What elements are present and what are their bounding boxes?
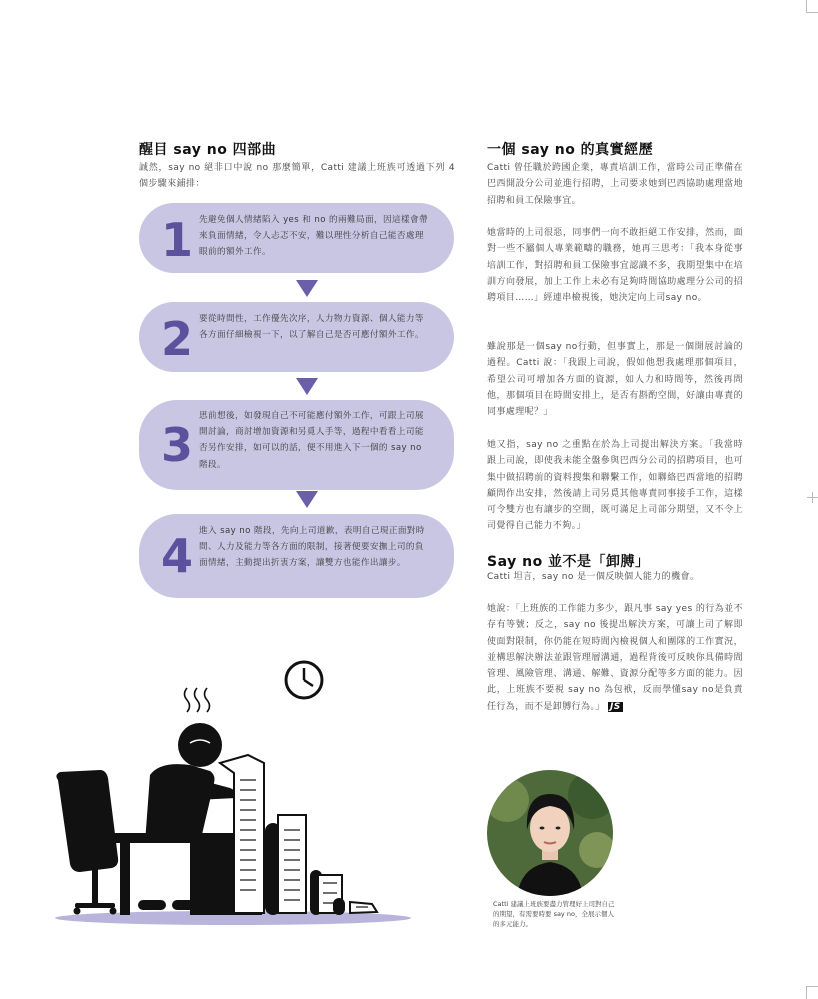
step-number: 4 [161, 529, 194, 583]
overworked-worker-illustration [50, 655, 420, 930]
stress-steam-icon [185, 688, 210, 712]
intro-text: 誠然，say no 絕非口中說 no 那麼簡單，Catti 建議上班族可透過下列 4 個步驟來鋪排： [139, 163, 455, 190]
portrait-caption: Catti 建議上班族要盡力管理好上司對自己的期望，有需要時要 say no，全展示個人的多元能力。 [493, 900, 615, 928]
quote-text: 她說：「上班族的工作能力多少，跟凡事 say yes 的行為並不存有等號；反之，say no 後提出解決方案，可讓上司了解即使面對限制，你仍能在短時間內檢視個人和團隊的工作實況，並構思解決辦法並跟管理層溝通，過程背後可反映你具備時間管理、風險管理、溝通、解難、資源分配等多方面的能力。因此，上班族不要視 say no 為包袱，反而學懂say no是負責任行為，而不是卸膊行為。」 [487, 604, 743, 712]
crop-mark [806, 986, 818, 987]
paper-stacks [220, 755, 377, 915]
story-paragraph: Catti 曾任職於跨國企業，專責培訓工作，當時公司正準備在巴西開設分公司並進行招聘，上司要求她到巴西協助處理當地招聘和員工保險事宜。 [487, 163, 743, 206]
step-card-2 [139, 302, 454, 372]
down-arrow-icon [296, 378, 318, 395]
story-paragraph: 雖說那是一個say no行動，但事實上，那是一個開展討論的過程。Catti 說：「我跟上司說，假如他想我處理那個項目，希望公司可增加各方面的資源，如人力和時間等，然後再問他，那個項目在時間安排上，是否有斟酌空間，好讓由專責的同事處理呢？」 [487, 342, 743, 418]
step-card-4 [139, 514, 454, 598]
section-heading-true-story: 一個 say no 的真實經歷 [487, 142, 654, 158]
crop-mark [806, 0, 807, 12]
clock-icon [286, 662, 322, 698]
down-arrow-icon [296, 491, 318, 508]
step-card-3 [139, 400, 454, 490]
subheading-text: Catti 坦言，say no 是一個反映個人能力的機會。 [487, 572, 700, 582]
story-paragraph: 她當時的上司很惡，同事們一向不敢拒絕工作安排，然而，面對一些不屬個人專業範疇的職務，她再三思考：「我本身從事培訓工作，對招聘和員工保險事宜認識不多，我期望集中在培訓方向發展，加上工作上未必有足夠時間協助處理分公司的招聘項目……」經連串檢視後，她決定向上司say no。 [487, 228, 743, 304]
crop-mark [806, 987, 807, 999]
step-text: 先避免個人情緒陷入 yes 和 no 的兩難局面，因這樣會帶來負面情緒，令人忐忑不安，難以理性分析自己能否處理眼前的額外工作。 [199, 215, 428, 258]
step-text: 進入 say no 階段，先向上司道歉，表明自己現正面對時間、人力及能力等各方面的限制，接著便要安撫上司的負面情緒，主動提出折衷方案，讓雙方也能作出讓步。 [199, 526, 425, 569]
step-text: 思前想後，如發現自己不可能應付額外工作，可跟上司展開討論，商討增加資源和另覓人手等，過程中看看上司能否另作安排，如可以的話，便不用進入下一個的 say no 階段。 [199, 411, 424, 470]
section-heading-not-shirking: Say no 並不是「卸膊」 [487, 554, 650, 570]
step-text: 要從時間性，工作優先次序，人力物力資源、個人能力等各方面仔細檢視一下，以了解自己是否可應付額外工作。 [199, 314, 424, 341]
quote-paragraph [487, 601, 743, 715]
story-paragraph: 她又指，say no 之重點在於為上司提出解決方案。「我當時跟上司說，即使我未能全盤參與巴西分公司的招聘項目，也可集中做招聘前的資料搜集和聯繫工作，如聯絡巴西當地的招聘顧問作出安排，然後請上司另覓其他專責同事接手工作，這樣可令雙方也有讓步的空間，既可滿足上司部分期望，又不令上司覺得自己能力不夠。」 [487, 440, 743, 532]
step-card-1 [139, 203, 454, 273]
section-heading-four-steps: 醒目 say no 四部曲 [139, 142, 277, 158]
step-number: 1 [161, 213, 194, 267]
crop-mark [806, 12, 818, 13]
office-chair [56, 770, 118, 915]
step-number: 3 [161, 418, 194, 472]
portrait-photo [487, 770, 613, 896]
step-number: 2 [161, 312, 194, 366]
end-mark-logo: JS [609, 701, 621, 712]
crop-mark [812, 492, 813, 503]
down-arrow-icon [296, 280, 318, 297]
